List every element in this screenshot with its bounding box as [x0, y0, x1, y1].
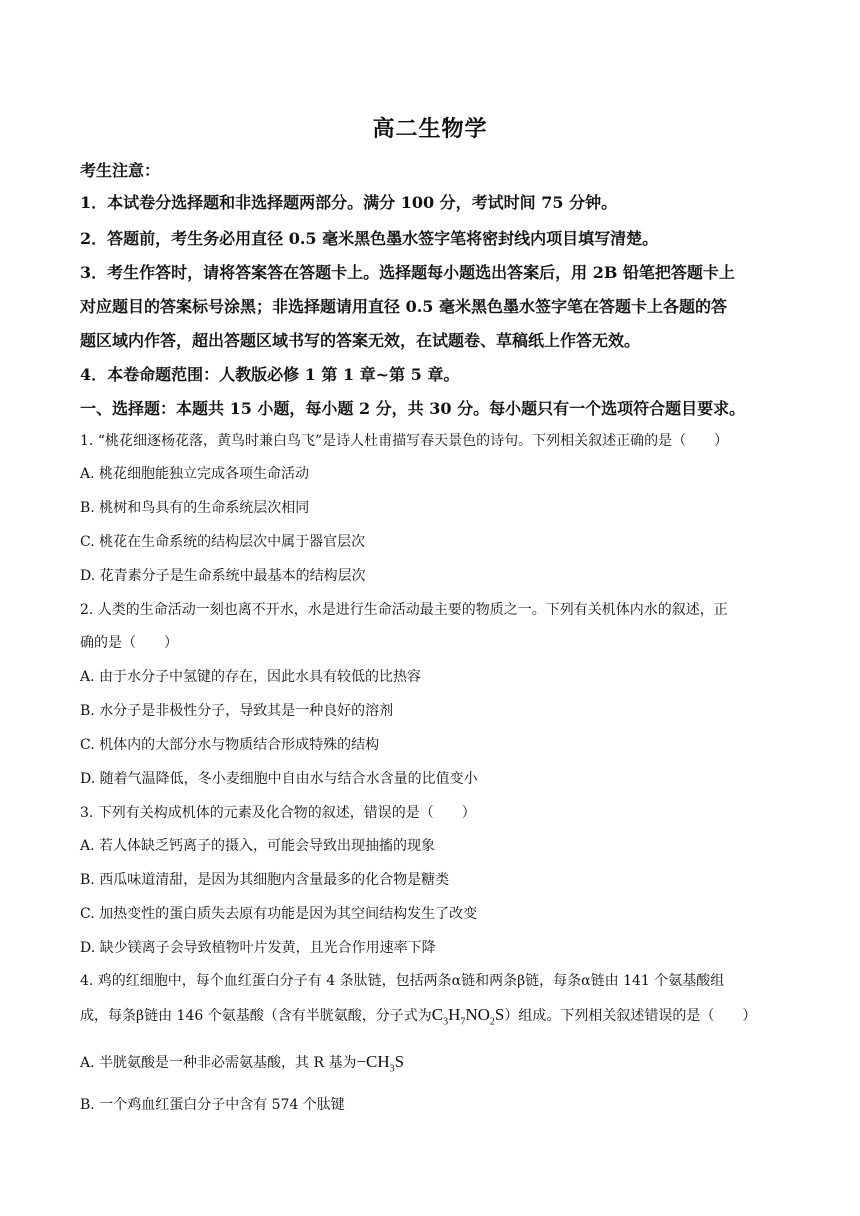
notice-item: 1．本试卷分选择题和非选择题两部分。满分 100 分，考试时间 75 分钟。	[80, 193, 618, 212]
option-a: A. 桃花细胞能独立完成各项生命活动	[80, 466, 310, 482]
option-b: B. 一个鸡血红蛋白分子中含有 574 个肽键	[80, 1097, 345, 1113]
notice-item: 4．本卷命题范围：人教版必修 1 第 1 章~第 5 章。	[80, 365, 460, 384]
chemical-formula: $C_3H_7NO_2S$	[431, 1005, 505, 1028]
option-c: C. 机体内的大部分水与物质结合形成特殊的结构	[80, 737, 380, 753]
chemical-formula: $-CH_3S$	[356, 1052, 405, 1075]
notice-heading: 考生注意：	[80, 161, 161, 180]
option-d: D. 随着气温降低，冬小麦细胞中自由水与结合水含量的比值变小	[80, 771, 478, 787]
question-stem: 1. “桃花细逐杨花落，黄鸟时兼白鸟飞”是诗人杜甫描写春天景色的诗句。下列相关叙述正确的是（ ）	[80, 433, 729, 449]
notice-item: 2．答题前，考生务必用直径 0.5 毫米黑色墨水签字笔将密封线内项目填写清楚。	[80, 229, 659, 248]
option-b: B. 水分子是非极性分子，导致其是一种良好的溶剂	[80, 703, 394, 719]
option-a: A. 若人体缺乏钙离子的摄入，可能会导致出现抽搐的现象	[80, 838, 436, 854]
question-stem: 4. 鸡的红细胞中，每个血红蛋白分子有 4 条肽链，包括两条α链和两条β链，每条α链由 141 个氨基酸组	[80, 973, 725, 989]
option-d: D. 花青素分子是生命系统中最基本的结构层次	[80, 568, 366, 584]
question-stem: 2. 人类的生命活动一刻也离不开水，水是进行生命活动最主要的物质之一。下列有关机体内水的叙述，正	[80, 602, 728, 618]
option-d: D. 缺少镁离子会导致植物叶片发黄，且光合作用速率下降	[80, 940, 436, 956]
option-c: C. 桃花在生命系统的结构层次中属于器官层次	[80, 534, 366, 550]
option-b: B. 桃树和鸟具有的生命系统层次相同	[80, 500, 310, 516]
notice-item: 对应题目的答案标号涂黑；非选择题请用直径 0.5 毫米黑色墨水签字笔在答题卡上各题的答	[80, 297, 727, 316]
option-a: A. 由于水分子中氢键的存在，因此水具有较低的比热容	[80, 669, 422, 685]
stem-text: ）组成。下列相关叙述错误的是（ ）	[504, 1008, 757, 1024]
page-title: 高二生物学	[372, 116, 488, 142]
question-stem-cont	[80, 1005, 800, 1027]
question-stem: 3. 下列有关构成机体的元素及化合物的叙述，错误的是（ ）	[80, 805, 476, 821]
option-b: B. 西瓜味道清甜，是因为其细胞内含量最多的化合物是糖类	[80, 872, 450, 888]
notice-item: 3．考生作答时，请将答案答在答题卡上。选择题每小题选出答案后，用 2B 铅笔把答题卡上	[80, 263, 735, 282]
question-stem-cont: 确的是（ ）	[80, 635, 178, 651]
option-text: A. 半胱氨酸是一种非必需氨基酸，其 R 基为	[80, 1055, 357, 1071]
notice-item: 题区域内作答，超出答题区域书写的答案无效，在试题卷、草稿纸上作答无效。	[80, 331, 641, 350]
section-heading: 一、选择题：本题共 15 小题，每小题 2 分，共 30 分。每小题只有一个选项符合题目要求。	[80, 399, 746, 418]
stem-text: 成，每条β链由 146 个氨基酸（含有半胱氨酸，分子式为	[80, 1008, 432, 1024]
option-c: C. 加热变性的蛋白质失去原有功能是因为其空间结构发生了改变	[80, 906, 478, 922]
option-a	[80, 1052, 800, 1074]
